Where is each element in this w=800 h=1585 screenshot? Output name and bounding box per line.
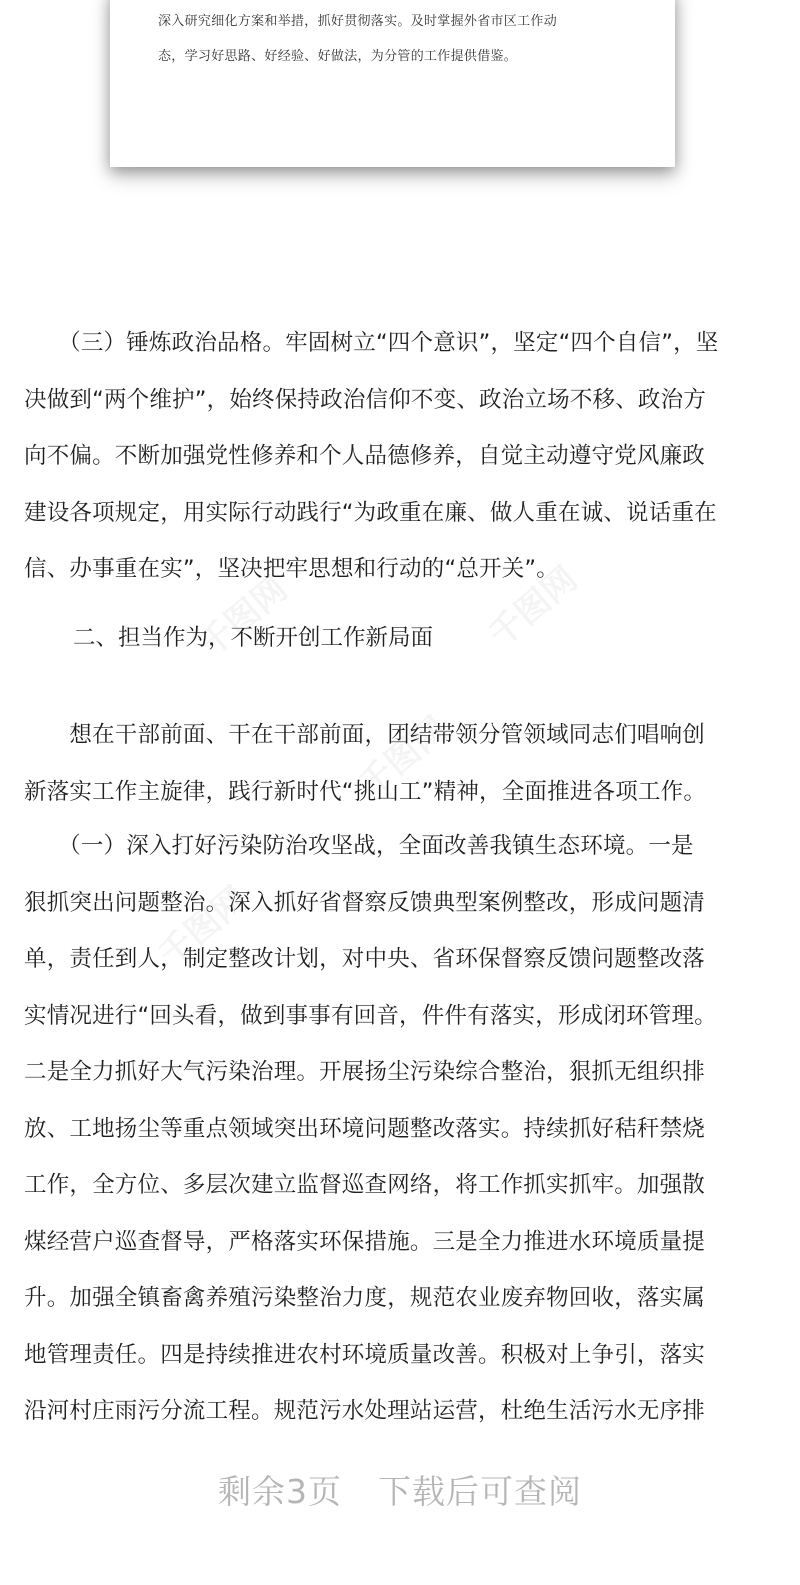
text-line: 决做到“两个维护”，始终保持政治信仰不变、政治立场不移、政治方 — [24, 386, 707, 413]
text-line: （一）深入打好污染防治攻坚战，全面改善我镇生态环境。一是 — [24, 833, 694, 859]
watermark: 千图网 — [151, 879, 256, 976]
text-line: 地管理责任。四是持续推进农村环境质量改善。积极对上争引，落实 — [24, 1341, 706, 1368]
text-line: 工作，全方位、多层次建立监督巡查网络，将工作抓实抓牢。加强散 — [24, 1172, 706, 1198]
text-line: 新落实工作主旋律，践行新时代“挑山工”精神，全面推进各项工作。 — [24, 778, 707, 805]
text-line: 信、办事重在实”，坚决把牢思想和行动的“总开关”。 — [24, 556, 559, 582]
card-text-line-2: 态，学习好思路、好经验、好做法，为分管的工作提供借鉴。 — [158, 49, 518, 64]
text-line: （三）锤炼政治品格。牢固树立“四个意识”，坚定“四个自信”，坚 — [24, 330, 719, 356]
text-line: 向不偏。不断加强党性修养和个人品德修养，自觉主动遵守党风廉政 — [24, 443, 706, 469]
text-line: 沿河村庄雨污分流工程。规范污水处理站运营，杜绝生活污水无序排 — [24, 1398, 706, 1424]
download-to-read-label[interactable]: 下载后可查阅 — [378, 1472, 582, 1511]
watermark: 千图网 — [351, 709, 456, 806]
paragraph-section-1 — [24, 818, 776, 1440]
watermark: 千图网 — [481, 559, 586, 656]
text-line: 升。加强全镇畜禽养殖污染整治力度，规范农业废弃物回收，落实属 — [24, 1285, 706, 1311]
card-text-line-1: 深入研究细化方案和举措，抓好贯彻落实。及时掌握外省市区工作动 — [158, 14, 558, 29]
watermark: 千图网 — [191, 569, 296, 666]
text-line: 放、工地扬尘等重点领域突出环境问题整改落实。持续抓好秸秆禁烧 — [24, 1115, 706, 1142]
remaining-pages-banner[interactable] — [0, 1466, 800, 1513]
text-line: 单，责任到人，制定整改计划，对中央、省环保督察反馈问题整改落 — [24, 946, 706, 972]
paragraph-intro — [24, 707, 776, 820]
paragraph-section-3 — [24, 315, 776, 598]
text-line: 实情况进行“回头看，做到事事有回音，件件有落实，形成闭环管理。 — [24, 1002, 717, 1029]
text-line: 建设各项规定，用实际行动践行“为政重在廉、做人重在诚、说话重在 — [24, 499, 717, 526]
text-line: 煤经营户巡查督导，严格落实环保措施。三是全力推进水环境质量提 — [24, 1228, 706, 1255]
section-heading: 二、担当作为，不断开创工作新局面 — [73, 625, 434, 651]
text-line: 想在干部前面、干在干部前面，团结带领分管领域同志们唱响创 — [24, 722, 706, 748]
remaining-pages-label: 剩余3页 — [218, 1472, 342, 1511]
text-line: 二是全力抓好大气污染治理。开展扬尘污染综合整治，狠抓无组织排 — [24, 1059, 706, 1085]
text-line: 狠抓突出问题整治。深入抓好省督察反馈典型案例整改，形成问题清 — [24, 889, 706, 916]
